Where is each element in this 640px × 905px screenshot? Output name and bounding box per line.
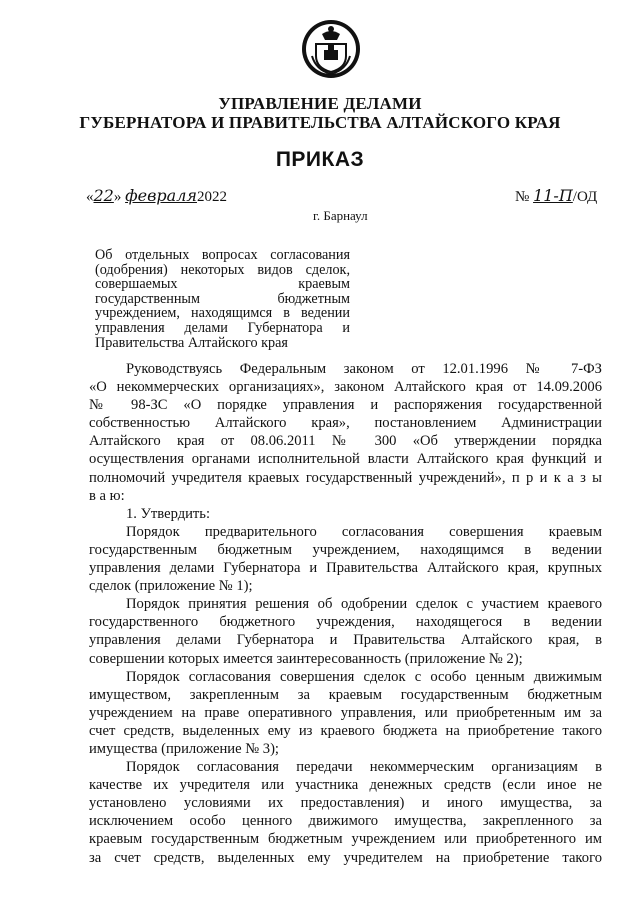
body-line: управления делами Губернатора и Правительства Алтайского края, крупных [89,560,602,577]
subject-line: Об отдельных вопросах согласования [95,247,350,263]
date-day-handwritten: 22 [93,186,114,205]
body-line: счет средств, выделенных ему из краевого бюджета на приобретение такого [89,722,602,739]
body-line: Порядок согласования совершения сделок с особо ценным движимым [126,668,602,685]
subject-line: Правительства Алтайского края [95,334,288,351]
body-line: управления делами Губернатора и Правительства Алтайского края, в [89,632,602,649]
body-line: 1. Утвердить: [126,505,211,522]
body-line: сделок (приложение № 1); [89,578,253,595]
city-name: г. Барнаул [313,208,368,223]
body-line: исключением особо ценного движимого имущества, закрепленного за [89,813,602,830]
date-month-handwritten: февраля [125,186,197,205]
body-line: совершении которых имеется заинтересованность (приложение № 2); [89,650,523,667]
body-line: установлено условиями их предоставления) и иного имущества, за [89,795,602,812]
date-year: 2022 [196,189,227,205]
body-line: краевым государственным бюджетным учреждением или приобретенного им [89,831,602,848]
coat-of-arms-icon [300,18,362,80]
body-line: Алтайского края от 08.06.2011 № 300 «Об утверждении порядка [89,433,602,450]
subject-line: (одобрения) некоторых видов сделок, [95,261,350,278]
body-line: качестве их учредителя или участника денежных средств (если иное не [89,777,602,794]
body-line: имуществом, закрепленным за краевым государственным бюджетным [89,686,602,703]
body-line: собственностью Алтайского края», постановлением Администрации [89,415,602,432]
organization-name-line1: УПРАВЛЕНИЕ ДЕЛАМИ [218,94,422,113]
body-line: Порядок согласования передачи некоммерческим организациям в [126,759,602,776]
subject-line: учреждением, находящимся в ведении [95,305,350,322]
body-line: полномочий учредителя краевых государственный учреждений», п р и к а з ы [89,469,602,486]
document-number [515,186,597,206]
organization-name-line2: ГУБЕРНАТОРА И ПРАВИТЕЛЬСТВА АЛТАЙСКОГО КРАЯ [79,113,561,132]
body-line: имущества (приложение № 3); [89,740,279,757]
subject-line: государственным бюджетным [95,290,350,307]
subject-line: совершаемых краевым [95,276,350,293]
body-line: государственным бюджетным учреждением, находящимся в ведении [89,541,602,558]
document-date [86,186,227,206]
body-line: осуществления органами исполнительной власти Алтайского края функций и [89,451,602,468]
body-line: Руководствуясь Федеральным законом от 12.01.1996 № 7-ФЗ [126,361,602,377]
number-prefix: № [515,189,534,205]
number-suffix: /ОД [572,189,598,205]
body-line: «О некоммерческих организациях», законом Алтайского края от 14.09.2006 [89,379,602,396]
number-handwritten: 11-П [533,186,573,205]
subject-line: управления делами Губернатора и [95,319,350,336]
document-type-title: ПРИКАЗ [275,148,365,171]
date-open-quote: « [86,189,94,205]
body-line: Порядок предварительного согласования совершения краевым [126,523,602,540]
body-line: № 98-ЗС «О порядке управления и распоряжения государственной [89,397,602,414]
date-close-quote: » [113,189,126,205]
order-subject [95,248,350,350]
body-line: Порядок принятия решения об одобрении сделок с участием краевого [126,596,602,613]
body-line: в а ю: [89,487,125,504]
body-line: учреждением на праве оперативного управления, или приобретенным им за [89,704,602,721]
body-line: за счет средств, выделенных ему учредителем на приобретение такого [89,849,602,866]
order-body-text [89,360,602,867]
body-line: государственного бюджетного учреждения, находящегося в ведении [89,614,602,631]
